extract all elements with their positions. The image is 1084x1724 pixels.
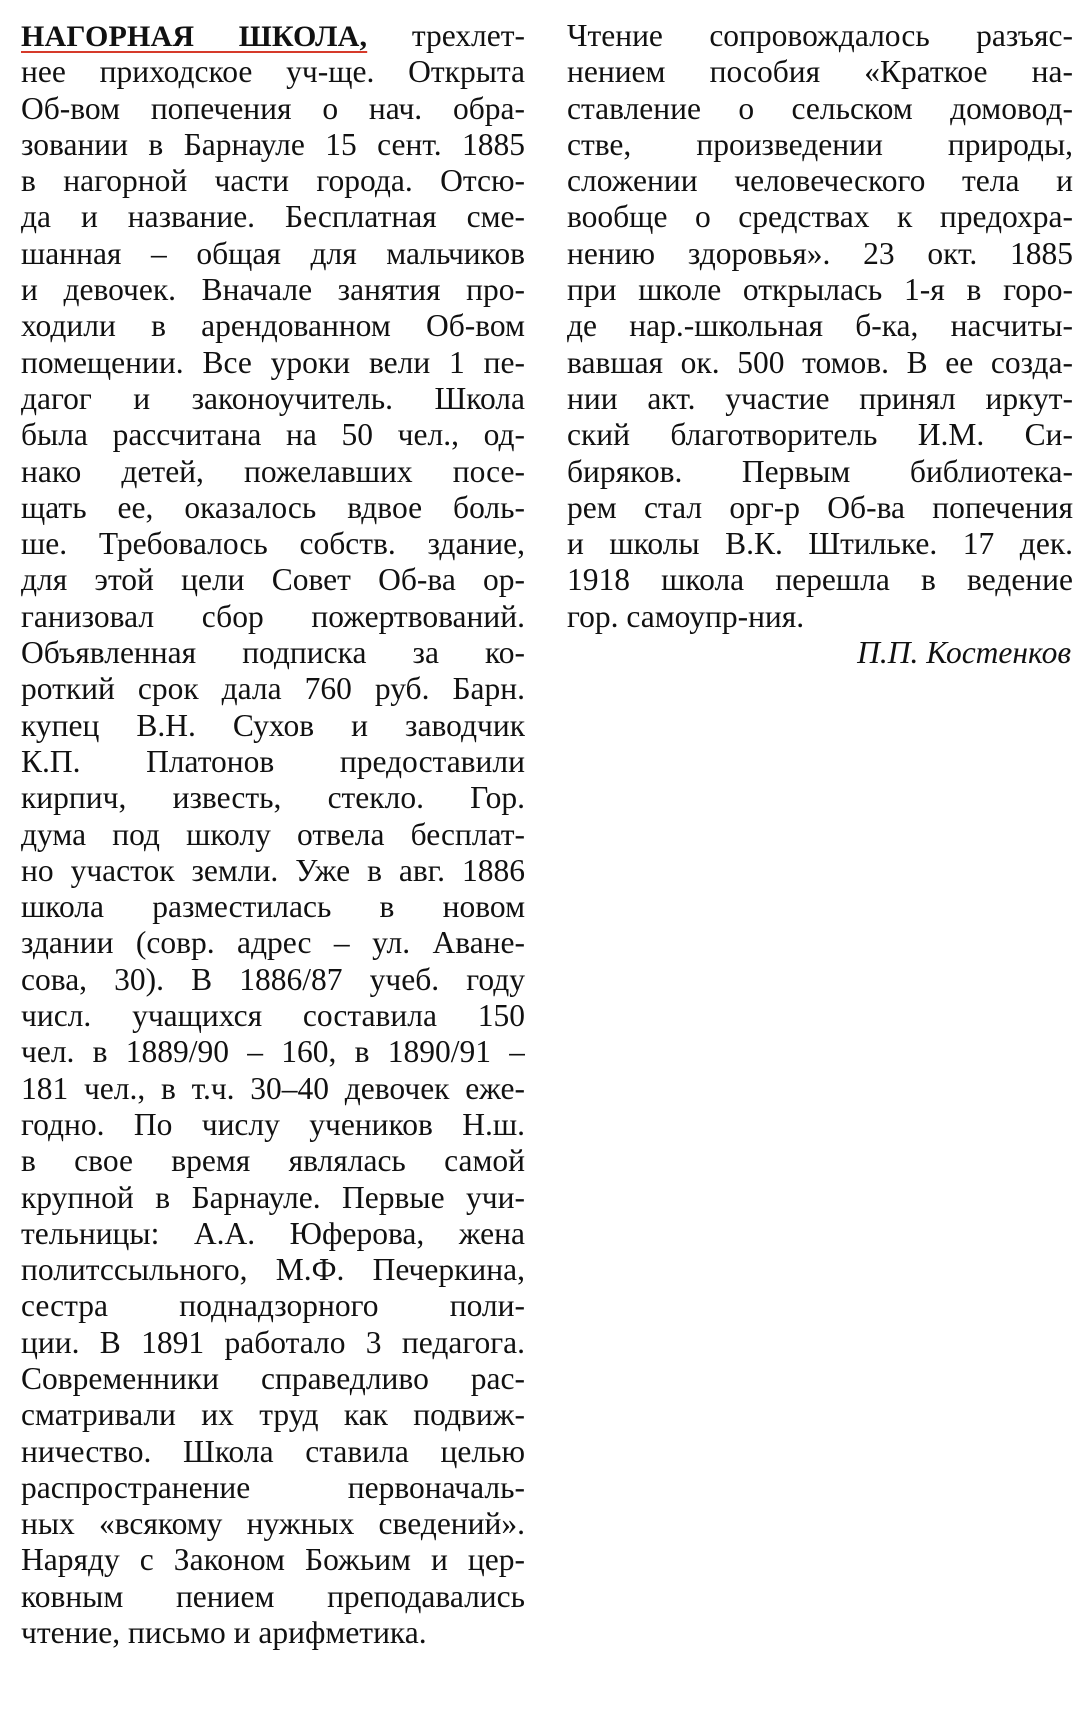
text-line: и школы В.К. Штильке. 17 дек. (567, 526, 1073, 562)
text-line: гор. самоупр-ния. (567, 598, 805, 634)
text-line: ничество. Школа ставила целью (21, 1433, 525, 1469)
text-line: сматривали их труд как подвиж- (21, 1397, 525, 1433)
text-line: сова, 30). В 1886/87 учеб. году (21, 961, 525, 997)
text-line: вообще о средствах к предохра- (567, 199, 1073, 235)
text-line: ных «всякому нужных сведений». (21, 1506, 525, 1542)
article-headword: НАГОРНАЯ ШКОЛА, (21, 20, 368, 53)
text-line: ганизовал сбор пожертвований. (21, 598, 525, 634)
text-line: роткий срок дала 760 руб. Барн. (21, 671, 525, 707)
left-column (21, 18, 525, 1651)
text-line: чтение, письмо и арифметика. (21, 1615, 427, 1651)
text-line: тельницы: А.А. Юферова, жена (21, 1215, 525, 1251)
text-line: сестра поднадзорного поли- (21, 1288, 525, 1324)
text-line: и девочек. Вначале занятия про- (21, 272, 525, 308)
text-line: зовании в Барнауле 15 сент. 1885 (21, 126, 525, 162)
text-line: 1918 школа перешла в ведение (567, 562, 1073, 598)
text-line: чел. в 1889/90 – 160, в 1890/91 – (21, 1034, 525, 1070)
text-line: ставление о сельском домовод- (567, 90, 1073, 126)
text-line: ше. Требовалось собств. здание, (21, 526, 525, 562)
right-column (567, 18, 1073, 671)
text-line: ходили в арендованном Об-вом (21, 308, 525, 344)
text-line: купец В.Н. Сухов и заводчик (21, 707, 525, 743)
text-line: 181 чел., в т.ч. 30–40 девочек еже- (21, 1070, 525, 1106)
text-line: школа разместилась в новом (21, 889, 525, 925)
text-line: да и название. Бесплатная сме- (21, 199, 525, 235)
text-line: распространение первоначаль- (21, 1469, 525, 1505)
text-line: Объявленная подписка за ко- (21, 635, 525, 671)
text-line: крупной в Барнауле. Первые учи- (21, 1179, 525, 1215)
text-line: здании (совр. адрес – ул. Аване- (21, 925, 525, 961)
text-line: Чтение сопровождалось разъяс- (567, 18, 1073, 53)
article-author: П.П. Костенков (857, 635, 1071, 671)
text-line: дума под школу отвела бесплат- (21, 816, 525, 852)
text-line: была рассчитана на 50 чел., од- (21, 417, 525, 453)
text-line: К.П. Платонов предоставили (21, 743, 525, 779)
text-line: при школе открылась 1-я в горо- (567, 272, 1073, 308)
text-line: сложении человеческого тела и (567, 163, 1073, 199)
text-line: кирпич, известь, стекло. Гор. (21, 780, 525, 816)
text-line: числ. учащихся составила 150 (21, 998, 525, 1034)
text-line: нее приходское уч-ще. Открыта (21, 54, 525, 90)
text-line: годно. По числу учеников Н.ш. (21, 1106, 525, 1142)
text-line: вавшая ок. 500 томов. В ее созда- (567, 344, 1073, 380)
text-line: для этой цели Совет Об-ва ор- (21, 562, 525, 598)
text-line: в нагорной части города. Отсю- (21, 163, 525, 199)
text-line: стве, произведении природы, (567, 126, 1073, 162)
left-column-body (21, 54, 525, 1651)
text-line: дагог и законоучитель. Школа (21, 380, 525, 416)
text-line: шанная – общая для мальчиков (21, 235, 525, 271)
text-line: нако детей, пожелавших посе- (21, 453, 525, 489)
article-first-line (21, 18, 525, 54)
text-line: нению здоровья». 23 окт. 1885 (567, 235, 1073, 271)
text-line: де нар.-школьная б-ка, насчиты- (567, 308, 1073, 344)
text-line: но участок земли. Уже в авг. 1886 (21, 852, 525, 888)
text-line: нии акт. участие принял иркут- (567, 380, 1073, 416)
text-line: политссыльного, М.Ф. Печеркина, (21, 1252, 525, 1288)
right-column-body (567, 18, 1073, 635)
text-line: нением пособия «Краткое на- (567, 54, 1073, 90)
text-line: ский благотворитель И.М. Си- (567, 417, 1073, 453)
text-line: в свое время являлась самой (21, 1143, 525, 1179)
text-line: биряков. Первым библиотека- (567, 453, 1073, 489)
text-line: Наряду с Законом Божьим и цер- (21, 1542, 525, 1578)
text-line: Об-вом попечения о нач. обра- (21, 90, 525, 126)
text-line: щать ее, оказалось вдвое боль- (21, 489, 525, 525)
text-line: ции. В 1891 работало 3 педагога. (21, 1324, 525, 1360)
text-line: ковным пением преподавались (21, 1578, 525, 1614)
text-line: трехлет- (411, 18, 525, 53)
text-line: рем стал орг-р Об-ва попечения (567, 489, 1073, 525)
text-line: Современники справедливо рас- (21, 1360, 525, 1396)
text-line: помещении. Все уроки вели 1 пе- (21, 344, 525, 380)
